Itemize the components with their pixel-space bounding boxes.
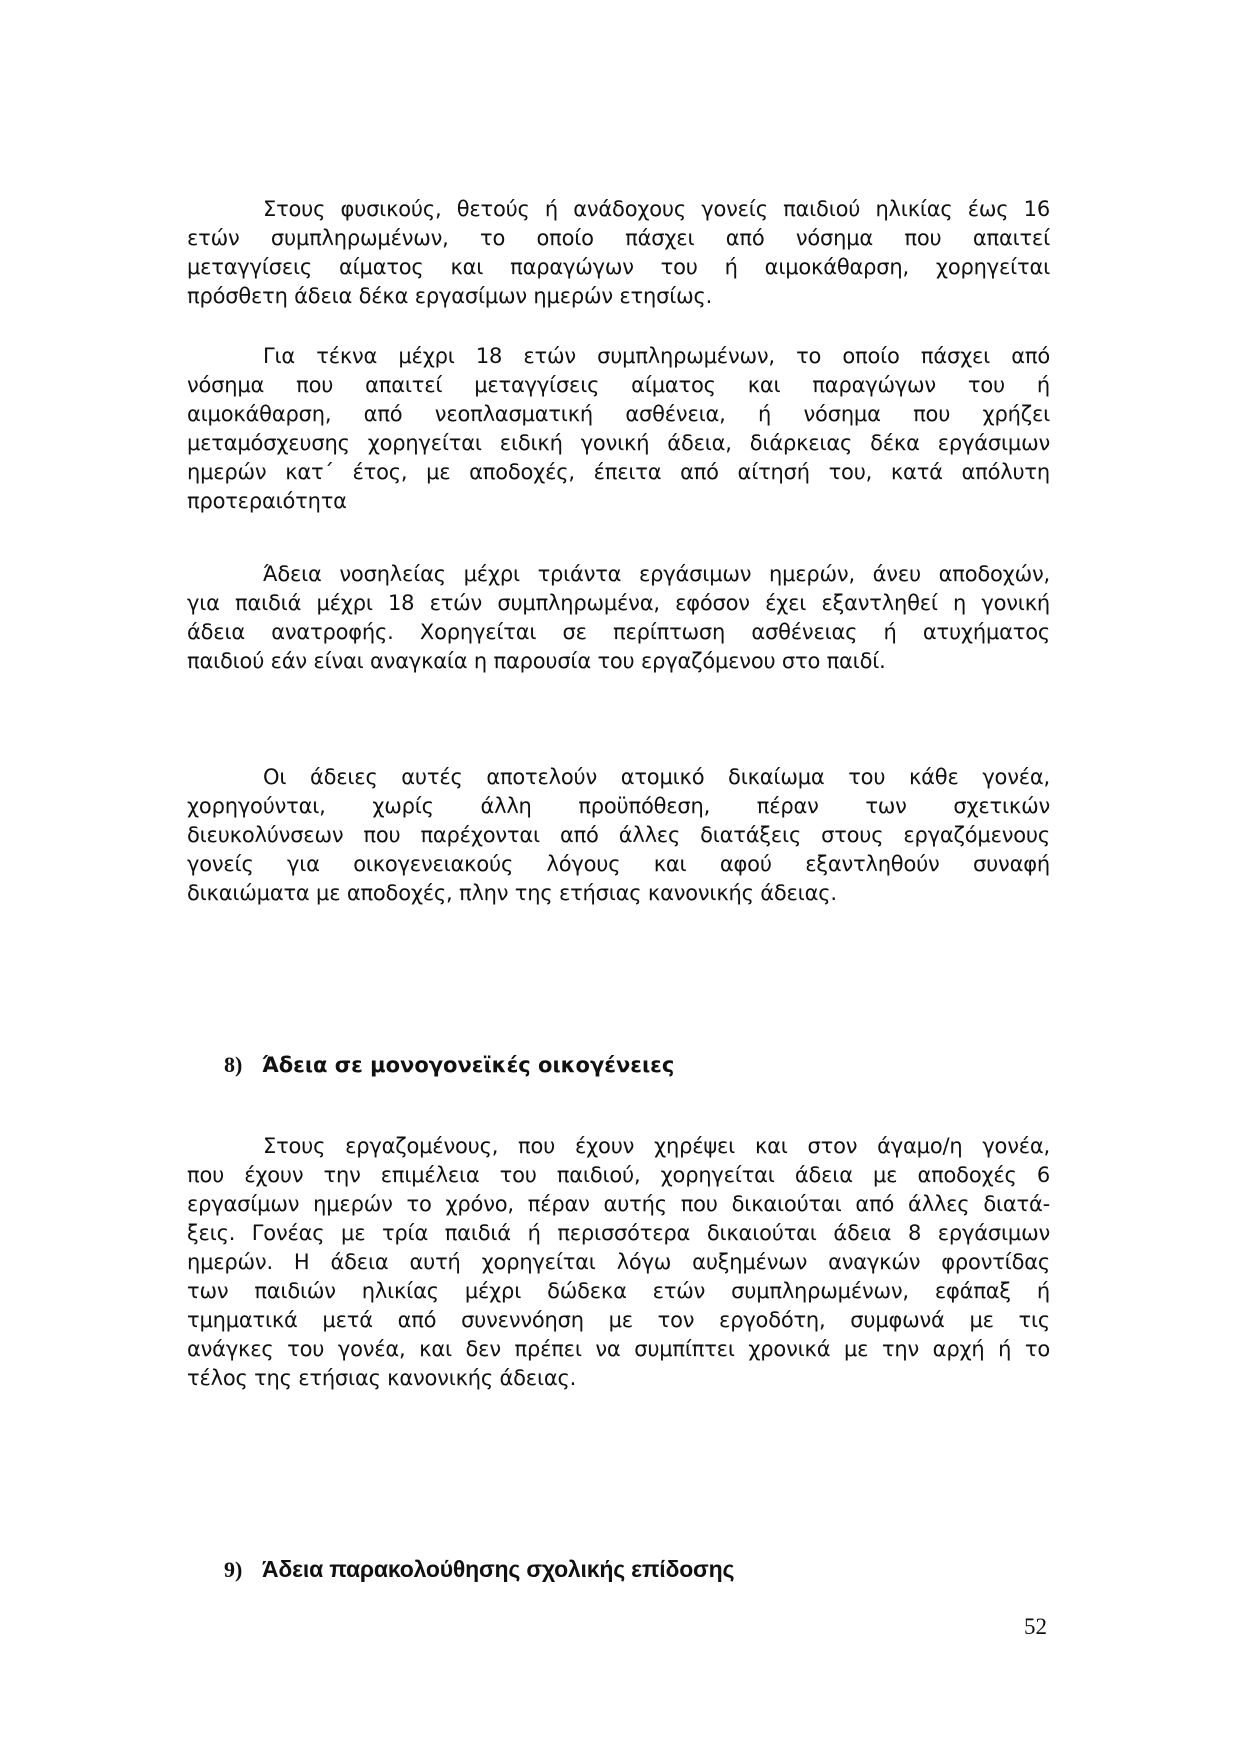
- text-line: Στους εργαζομένους, που έχουν χηρέψει και στον άγαμο/η γονέα,: [263, 1134, 1050, 1158]
- text-line: γονείς για οικογενειακούς λόγους και αφού εξαντληθούν συναφή: [187, 852, 1050, 876]
- text-line: εργασίμων ημερών το χρόνο, πέραν αυτής που δικαιούται από άλλες διατά-: [187, 1192, 1050, 1216]
- text-line: μεταγγίσεις αίματος και παραγώγων του ή αιμοκάθαρση, χορηγείται: [187, 255, 1050, 279]
- paragraph-hospitalization-leave: [187, 560, 1050, 676]
- text-line: χορηγούνται, χωρίς άλλη προϋπόθεση, πέραν των σχετικών: [187, 794, 1050, 818]
- text-line: δικαιώματα με αποδοχές, πλην της ετήσιας κανονικής άδειας.: [187, 881, 837, 905]
- text-line: που έχουν την επιμέλεια του παιδιού, χορηγείται άδεια με αποδοχές 6: [187, 1163, 1050, 1187]
- text-line: Άδεια νοσηλείας μέχρι τριάντα εργάσιμων ημερών, άνευ αποδοχών,: [263, 562, 1050, 586]
- paragraph-single-parent-leave: [187, 1132, 1050, 1393]
- paragraph-sick-child-leave-16: [187, 195, 1050, 311]
- text-line: πρόσθετη άδεια δέκα εργασίμων ημερών ετησίως.: [187, 284, 713, 308]
- text-line: ετών συμπληρωμένων, το οποίο πάσχει από νόσημα που απαιτεί: [187, 226, 1050, 250]
- text-line: Οι άδειες αυτές αποτελούν ατομικό δικαίωμα του κάθε γονέα,: [263, 765, 1050, 789]
- page-number: 52: [1024, 1614, 1047, 1639]
- text-line: προτεραιότητα: [187, 489, 347, 513]
- section-heading-9: [224, 1554, 734, 1585]
- text-line: τμηματικά μετά από συνεννόηση με τον εργοδότη, συμφωνά με τις: [187, 1308, 1050, 1332]
- text-line: για παιδιά μέχρι 18 ετών συμπληρωμένα, εφόσον έχει εξαντληθεί η γονική: [187, 591, 1050, 615]
- text-line: Για τέκνα μέχρι 18 ετών συμπληρωμένων, το οποίο πάσχει από: [263, 344, 1050, 368]
- paragraph-special-parental-leave-18: [187, 342, 1050, 516]
- section-title: Άδεια παρακολούθησης σχολικής επίδοσης: [262, 1556, 735, 1582]
- text-line: ξεις. Γονέας με τρία παιδιά ή περισσότερα δικαιούται άδεια 8 εργάσιμων: [187, 1221, 1050, 1245]
- text-line: αιμοκάθαρση, από νεοπλασματική ασθένεια, ή νόσημα που χρήζει: [187, 402, 1050, 426]
- section-heading-8: [224, 1050, 674, 1080]
- section-number: 8): [224, 1052, 243, 1077]
- text-line: των παιδιών ηλικίας μέχρι δώδεκα ετών συμπληρωμένων, εφάπαξ ή: [187, 1279, 1050, 1303]
- text-line: ανάγκες του γονέα, και δεν πρέπει να συμπίπτει χρονικά με την αρχή ή το: [187, 1337, 1050, 1361]
- text-line: παιδιού εάν είναι αναγκαία η παρουσία του εργαζόμενου στο παιδί.: [187, 649, 886, 673]
- text-line: Στους φυσικούς, θετούς ή ανάδοχους γονείς παιδιού ηλικίας έως 16: [263, 197, 1050, 221]
- text-line: διευκολύνσεων που παρέχονται από άλλες διατάξεις στους εργαζόμενους: [187, 823, 1050, 847]
- section-number: 9): [224, 1557, 243, 1582]
- text-line: τέλος της ετήσιας κανονικής άδειας.: [187, 1366, 577, 1390]
- text-line: ημερών. Η άδεια αυτή χορηγείται λόγω αυξημένων αναγκών φροντίδας: [187, 1250, 1050, 1274]
- paragraph-individual-right: [187, 763, 1050, 908]
- text-line: ημερών κατ΄ έτος, με αποδοχές, έπειτα από αίτησή του, κατά απόλυτη: [187, 460, 1050, 484]
- text-line: νόσημα που απαιτεί μεταγγίσεις αίματος και παραγώγων του ή: [187, 373, 1050, 397]
- text-line: άδεια ανατροφής. Χορηγείται σε περίπτωση ασθένειας ή ατυχήματος: [187, 620, 1050, 644]
- section-title: Άδεια σε μονογονεϊκές οικογένειες: [262, 1053, 675, 1077]
- text-line: μεταμόσχευσης χορηγείται ειδική γονική άδεια, διάρκειας δέκα εργάσιμων: [187, 431, 1050, 455]
